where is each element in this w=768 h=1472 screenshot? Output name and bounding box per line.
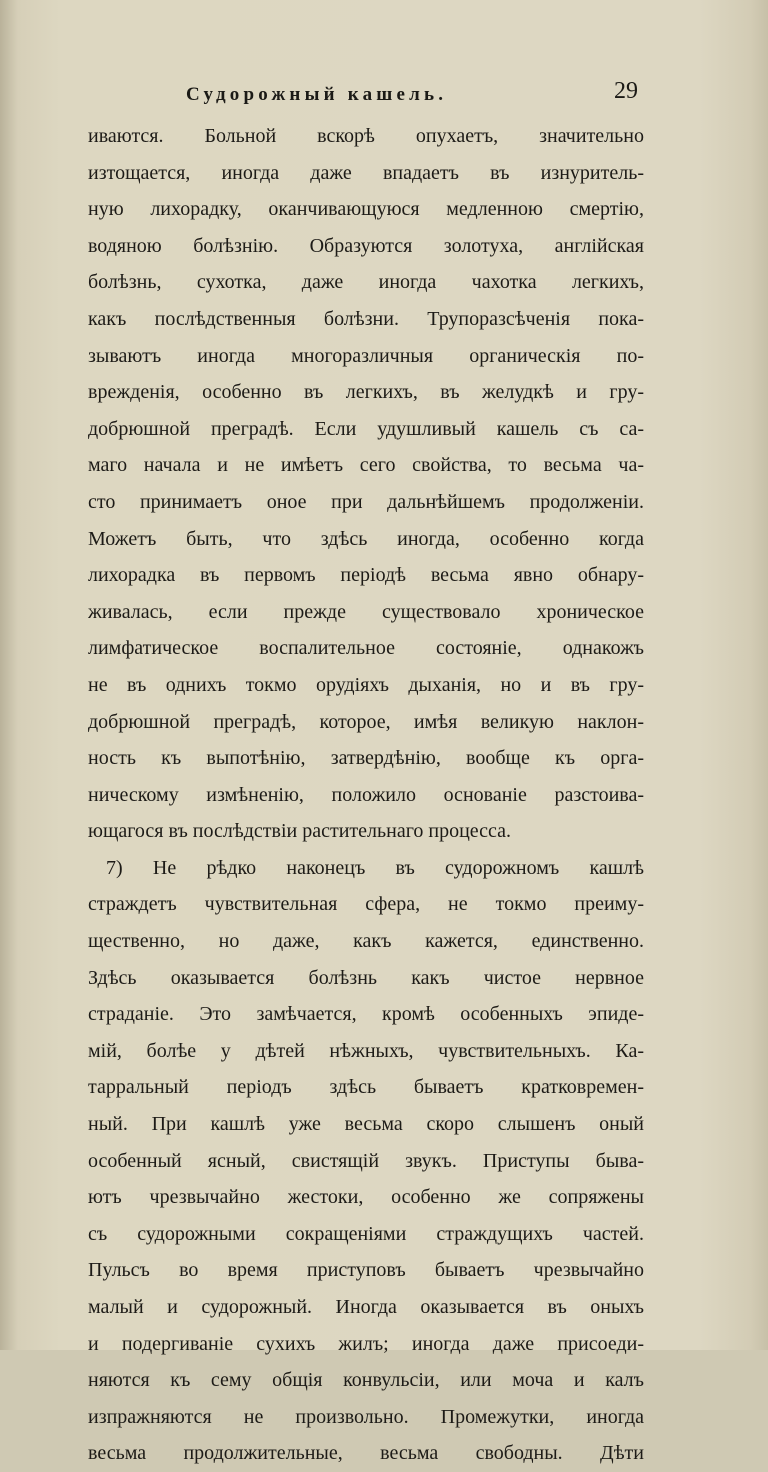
text-line: добрюшной преградѣ. Если удушливый кашель съ са- bbox=[88, 417, 644, 440]
text-line: Пульсъ во время приступовъ бываетъ чрезвычайно bbox=[88, 1259, 644, 1282]
text-line: страданіе. Это замѣчается, кромѣ особенныхъ эпиде- bbox=[88, 1003, 644, 1026]
text-line: щественно, но даже, какъ кажется, единственно. bbox=[88, 930, 644, 953]
text-line: особенный ясный, свистящій звукъ. Приступы быва- bbox=[88, 1149, 644, 1172]
text-line: врежденія, особенно въ легкихъ, въ желудкѣ и гру- bbox=[88, 381, 644, 404]
text-line: зываютъ иногда многоразличныя органическія по- bbox=[88, 344, 644, 367]
text-line: малый и судорожный. Иногда оказывается въ оныхъ bbox=[88, 1296, 644, 1318]
text-line: Здѣсь оказывается болѣзнь какъ чистое нервное bbox=[88, 966, 644, 989]
text-line: ность къ выпотѣнію, затвердѣнію, вообще къ орга- bbox=[88, 747, 644, 770]
text-line: ническому измѣненію, положило основаніе разстоива- bbox=[88, 783, 644, 806]
page-header bbox=[0, 78, 768, 118]
text-line: добрюшной преградѣ, которое, имѣя великую наклон- bbox=[88, 710, 644, 733]
text-line: тарральный періодъ здѣсь бываетъ кратковремен- bbox=[88, 1076, 644, 1099]
text-line: иваются. Больной вскорѣ опухаетъ, значительно bbox=[88, 125, 644, 147]
text-line: ющагося въ послѣдствіи растительнаго процесса. bbox=[88, 820, 512, 843]
text-line: изтощается, иногда даже впадаетъ въ изнуритель- bbox=[88, 161, 644, 184]
text-line: изпражняются не произвольно. Промежутки, иногда bbox=[88, 1405, 644, 1428]
text-line: живалась, если прежде существовало хроническое bbox=[88, 600, 644, 623]
text-line: няются къ сему общія конвульсіи, или моча и калъ bbox=[88, 1369, 644, 1392]
page-number: 29 bbox=[614, 78, 638, 104]
text-line: болѣзнь, сухотка, даже иногда чахотка легкихъ, bbox=[88, 271, 644, 294]
text-line: ную лихорадку, оканчивающуюся медленною смертію, bbox=[88, 198, 644, 221]
text-line: лимфатическое воспалительное состояніе, однакожъ bbox=[88, 637, 644, 660]
running-title: Судорожный кашель. bbox=[186, 84, 448, 105]
text-line: маго начала и не имѣетъ сего свойства, то весьма ча- bbox=[88, 454, 644, 477]
text-line: страждетъ чувствительная сфера, не токмо преиму- bbox=[88, 893, 644, 916]
text-line: весьма продолжительные, весьма свободны. Дѣти bbox=[88, 1442, 644, 1465]
text-line: ный. При кашлѣ уже весьма скоро слышенъ оный bbox=[88, 1113, 644, 1136]
body-text bbox=[88, 118, 644, 1472]
text-line: 7) Не рѣдко наконецъ въ судорожномъ кашлѣ bbox=[106, 856, 644, 879]
text-line: сто принимаетъ оное при дальнѣйшемъ продолженіи. bbox=[88, 490, 644, 513]
text-line: Можетъ быть, что здѣсь иногда, особенно когда bbox=[88, 527, 644, 550]
text-line: водяною болѣзнію. Образуются золотуха, англійская bbox=[88, 234, 644, 257]
text-line: и подергиваніе сухихъ жилъ; иногда даже присоеди- bbox=[88, 1332, 644, 1355]
text-line: лихорадка въ первомъ періодѣ весьма явно обнару- bbox=[88, 564, 644, 587]
text-line: какъ послѣдственныя болѣзни. Трупоразсѣченія пока- bbox=[88, 307, 644, 330]
text-line: мій, болѣе у дѣтей нѣжныхъ, чувствительныхъ. Ка- bbox=[88, 1039, 644, 1062]
text-line: ютъ чрезвычайно жестоки, особенно же сопряжены bbox=[88, 1186, 644, 1209]
text-line: съ судорожными сокращеніями страждущихъ частей. bbox=[88, 1222, 644, 1245]
text-line: не въ однихъ токмо орудіяхъ дыханія, но и въ гру- bbox=[88, 673, 644, 696]
